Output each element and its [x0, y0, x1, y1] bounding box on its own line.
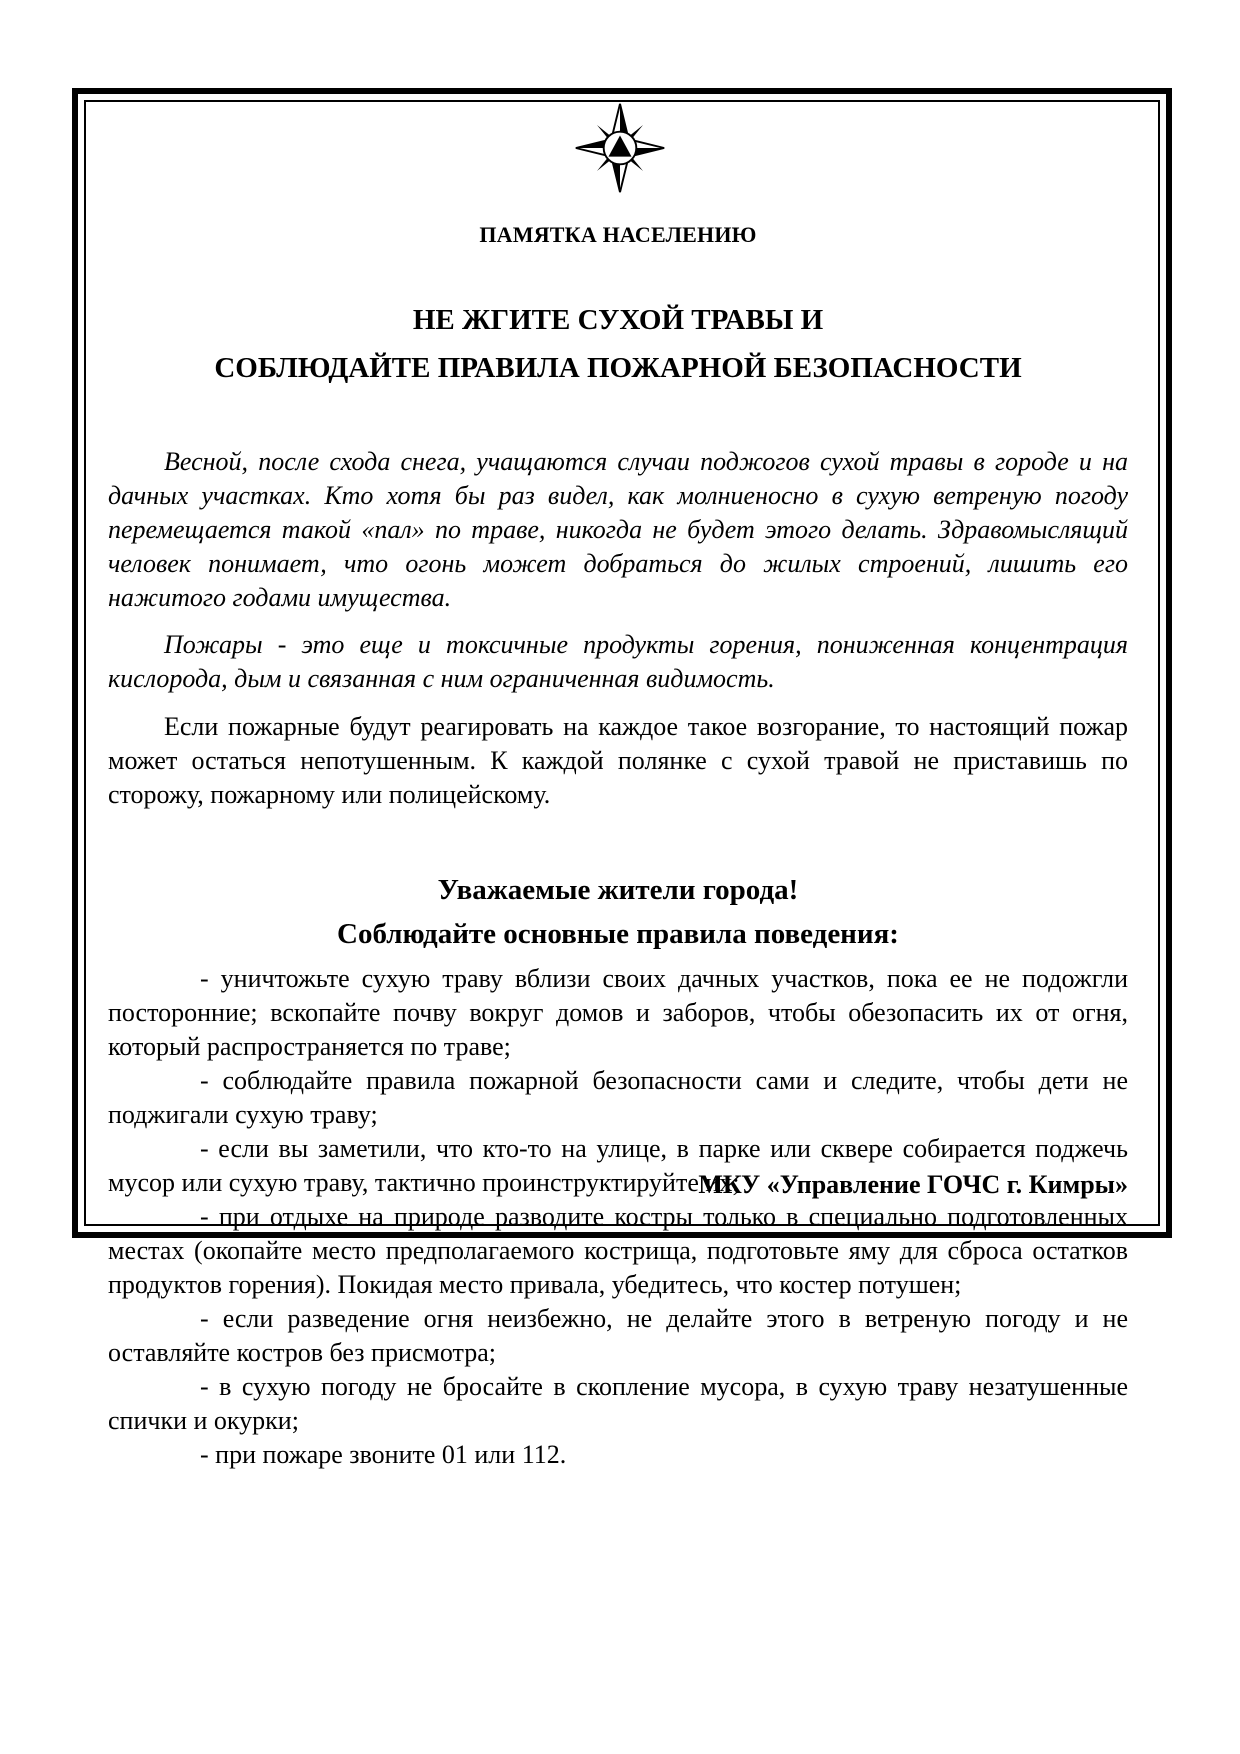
rule-item: - соблюдайте правила пожарной безопасности сами и следите, чтобы дети не поджигали сухую траву; [108, 1066, 1128, 1129]
rule-item: - при отдыхе на природе разводите костры только в специально подготовленных местах (окопайте место предполагаемого кострища, подготовьте яму для сброса остатков продуктов горения). Покидая место привала, убедитесь, что костер потушен; [108, 1202, 1128, 1299]
rule-item: - если разведение огня неизбежно, не делайте этого в ветреную погоду и не оставляйте костров без присмотра; [108, 1304, 1128, 1367]
headline-line-2: СОБЛЮДАЙТЕ ПРАВИЛА ПОЖАРНОЙ БЕЗОПАСНОСТИ [214, 352, 1022, 384]
appeal-line-1: Уважаемые жители города! [437, 874, 799, 906]
rule-item: - в сухую погоду не бросайте в скопление мусора, в сухую траву незатушенные спички и окурки; [108, 1372, 1128, 1435]
rule-item: - если вы заметили, что кто-то на улице, в парке или сквере собирается поджечь мусор или сухую траву, тактично проинструктируйте их; [108, 1134, 1128, 1197]
headline [108, 296, 1128, 392]
appeal-line-2: Соблюдайте основные правила поведения: [337, 918, 899, 950]
rules-list [108, 962, 1128, 1472]
rule-item: - уничтожьте сухую траву вблизи своих дачных участков, пока ее не подожгли посторонние; вскопайте почву вокруг домов и заборов, чтобы обезопасить их от огня, который распространяется по траве; [108, 964, 1128, 1061]
intro-paragraph-1: Весной, после схода снега, учащаются случаи поджогов сухой травы в городе и на дачных участках. Кто хотя бы раз видел, как молниеносно в сухую ветреную погоду перемещается такой «пал» по траве, никогда не будет этого делать. Здравомыслящий человек понимает, что огонь может добраться до жилых строений, лишить его нажитого годами имущества. [108, 447, 1128, 612]
intro-paragraph-3: Если пожарные будут реагировать на каждое такое возгорание, то настоящий пожар может остаться непотушенным. К каждой полянке с сухой травой не приставишь по сторожу, пожарному или полицейскому. [108, 712, 1128, 809]
signature: МКУ «Управление ГОЧС г. Кимры» [698, 1170, 1128, 1199]
intro-paragraph-2: Пожары - это еще и токсичные продукты горения, пониженная концентрация кислорода, дым и связанная с ним ограниченная видимость. [108, 630, 1128, 693]
headline-line-1: НЕ ЖГИТЕ СУХОЙ ТРАВЫ И [412, 304, 824, 336]
memo-title: ПАМЯТКА НАСЕЛЕНИЮ [479, 222, 757, 247]
compass-star-triangle-icon [572, 100, 668, 196]
appeal-heading [108, 868, 1128, 956]
rule-item: - при пожаре звоните 01 или 112. [200, 1440, 567, 1469]
